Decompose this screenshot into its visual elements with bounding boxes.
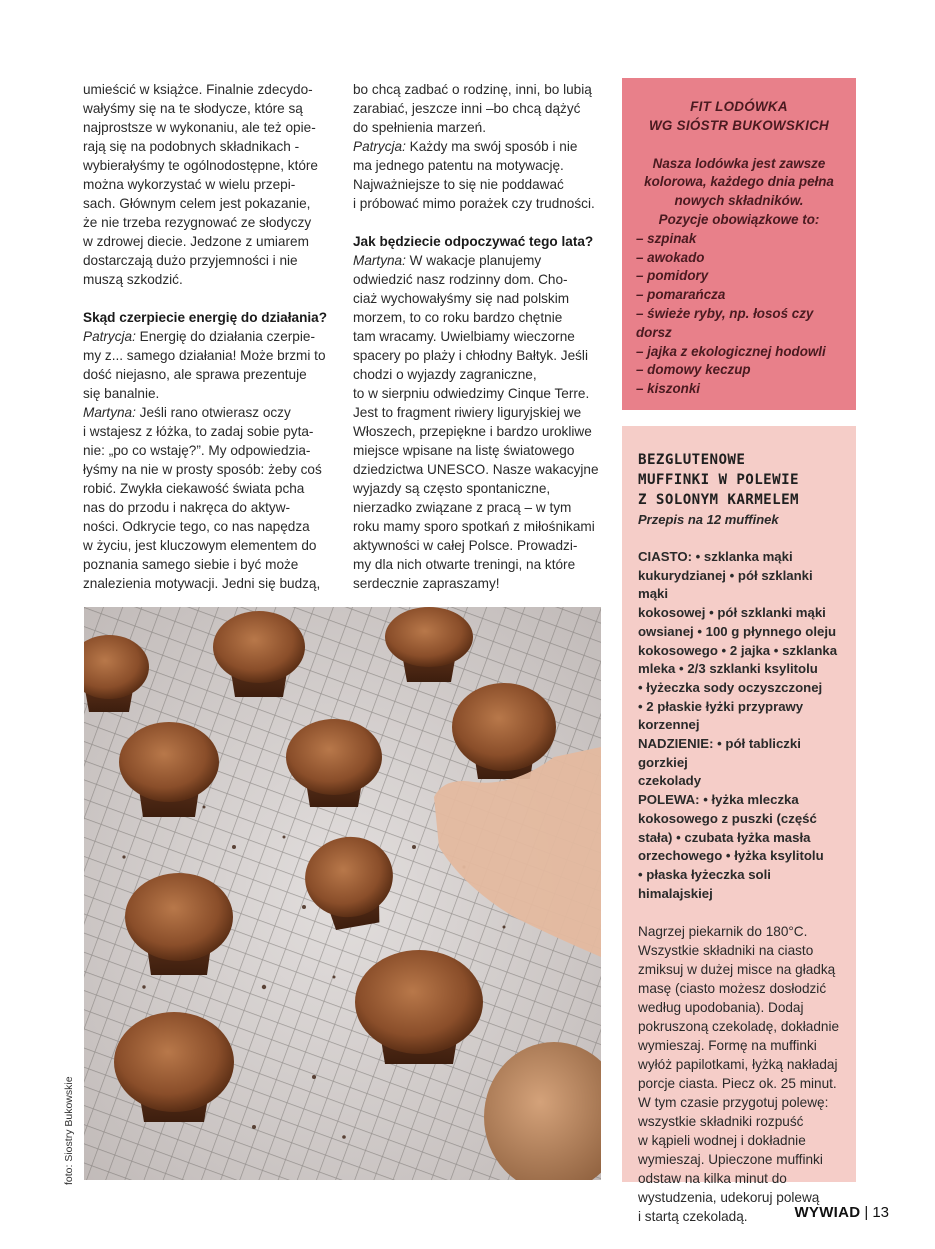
fit-fridge-title: FIT LODÓWKA WG SIÓSTR BUKOWSKICH (648, 99, 830, 133)
text-line: porcje ciasta. Piecz ok. 25 minut. (638, 1076, 837, 1092)
text-line: ności. Odkrycie tego, co nas napędza (83, 519, 310, 534)
text-line: rają się na podobnych składnikach - (83, 139, 300, 154)
text-line: korzennej (638, 717, 700, 733)
text-line: tam wracamy. Uwielbiamy wieczorne (353, 329, 575, 344)
text-line: wyłóż papilotkami, łyżką nakładaj (638, 1057, 838, 1073)
text-line: to w sierpniu odwiedzimy Cinque Terre. (353, 386, 590, 401)
fit-fridge-intro: Nasza lodówka jest zawsze kolorowa, każdego dnia pełna nowych składników. Pozycje obowiązkowe to: (644, 155, 834, 227)
article-column-1 (83, 80, 335, 593)
text-line: Nagrzej piekarnik do 180°C. (638, 924, 808, 940)
text-line: chodzi o wyjazdy zagraniczne, (353, 367, 537, 382)
text-line: W wakacje planujemy (405, 253, 542, 268)
text-line: umieścić w książce. Finalnie zdecydo- (83, 82, 313, 97)
fit-fridge-box (622, 78, 856, 410)
text-line: sach. Głównym celem jest pokazanie, (83, 196, 311, 211)
text-line: POLEWA: • łyżka mleczka (638, 792, 799, 808)
text-line: serdecznie zapraszamy! (353, 576, 500, 591)
text-line: odstaw na kilka minut do (638, 1171, 787, 1187)
text-line: wyjazdy są często spontaniczne, (353, 481, 551, 496)
text-line: w zdrowej diecie. Jedzone z umiarem (83, 234, 309, 249)
list-item: – kiszonki (636, 381, 701, 397)
text-line: dość niejasno, ale sprawa prezentuje (83, 367, 307, 382)
text-line: owsianej • 100 g płynnego oleju (638, 623, 837, 639)
text-line: i próbować mimo porażek czy trudności. (353, 196, 595, 211)
speaker-name: Patrycja: (353, 139, 406, 154)
text-line: W tym czasie przygotuj polewę: (638, 1095, 829, 1111)
list-item: – szpinak (636, 230, 697, 246)
text-line: najprostsze w wykonaniu, ale też opie- (83, 120, 316, 135)
page-number: 13 (872, 1204, 889, 1221)
text-line: nie: „po co wstaję?”. My odpowiedzia- (83, 443, 311, 458)
text-line: NADZIENIE: • pół tabliczki gorzkiej (638, 736, 801, 770)
text-line: morzem, to co roku bardzo chętnie (353, 310, 563, 325)
separator: | (864, 1204, 869, 1221)
text-line: wystudzenia, udekoruj polewą (638, 1190, 820, 1206)
text-line: kokosowego • 2 jajka • szklanka (638, 642, 838, 658)
text-line: aktywności w całej Polsce. Prowadzi- (353, 538, 578, 553)
text-line: • łyżeczka sody oczyszczonej (638, 679, 823, 695)
speaker-name: Patrycja: (83, 329, 136, 344)
text-line: kokosowej • pół szklanki mąki (638, 605, 826, 621)
text-line: poznania samego siebie i być może (83, 557, 299, 572)
text-line: miejsce wpisane na listę światowego (353, 443, 575, 458)
speaker-name: Martyna: (353, 253, 406, 268)
text-line: czekolady (638, 773, 702, 789)
text-line: Wszystkie składniki na ciasto (638, 943, 814, 959)
fit-fridge-list (636, 230, 842, 399)
recipe-title: BEZGLUTENOWE MUFFINKI W POLEWIE Z SOLONYM KARMELEM (638, 452, 799, 508)
text-line: wszystkie składniki rozpuść (638, 1114, 804, 1130)
text-line: i wstajesz z łóżka, to zadaj sobie pyta- (83, 424, 314, 439)
text-line: można wykorzystać w wielu przepi- (83, 177, 296, 192)
text-line: my dla nich otwarte treningi, na które (353, 557, 576, 572)
text-line: w życiu, jest kluczowym elementem do (83, 538, 317, 553)
article-column-2 (353, 80, 605, 593)
text-line: stała) • czubata łyżka masła (638, 829, 811, 845)
text-line: wymieszaj. Formę na muffinki (638, 1038, 817, 1054)
text-line: mleka • 2/3 szklanki ksylitolu (638, 661, 818, 677)
list-item: dorsz (636, 324, 672, 340)
text-line: • 2 płaskie łyżki przyprawy (638, 698, 804, 714)
text-line: wybierałyśmy te ogólnodostępne, które (83, 158, 318, 173)
text-line: Każdy ma swój sposób i nie (405, 139, 578, 154)
text-line: muszą szkodzić. (83, 272, 183, 287)
text-line: wymieszaj. Upieczone muffinki (638, 1152, 823, 1168)
text-line: zarabiać, jeszcze inni –bo chcą dążyć (353, 101, 581, 116)
photo-credit: foto: Siostry Bukowskie (63, 1076, 75, 1185)
muffins-illustration (84, 607, 601, 1180)
text-line: Włoszech, przepiękne i bardzo urokliwe (353, 424, 592, 439)
list-item: – świeże ryby, np. łosoś czy (636, 305, 814, 321)
text-line: według upodobania). Dodaj (638, 1000, 804, 1016)
list-item: – pomarańcza (636, 287, 726, 303)
text-line: ciaż wychowałyśmy się nad polskim (353, 291, 570, 306)
interview-question: Skąd czerpiecie energię do działania? (83, 310, 328, 325)
text-line: CIASTO: • szklanka mąki (638, 549, 793, 564)
text-line: do spełnienia marzeń. (353, 120, 486, 135)
text-line: wałyśmy się na te słodycze, które są (83, 101, 303, 116)
text-line: łyśmy na nie w prosty sposób: żeby coś (83, 462, 322, 477)
list-item: – domowy keczup (636, 362, 751, 378)
text-line: spacery po plaży i chłodny Bałtyk. Jeśli (353, 348, 588, 363)
text-line: roku mamy sporo spotkań z miłośnikami (353, 519, 595, 534)
list-item: – jajka z ekologicznej hodowli (636, 343, 826, 359)
text-line: Jest to fragment riwiery liguryjskiej we (353, 405, 582, 420)
speaker-name: Martyna: (83, 405, 136, 420)
text-line: my z... samego działania! Może brzmi to (83, 348, 326, 363)
text-line: że nie trzeba rezygnować ze słodyczy (83, 215, 312, 230)
text-line: masę (ciasto możesz dosłodzić (638, 981, 827, 997)
text-line: zmiksuj w dużej misce na gładką (638, 962, 836, 978)
text-line: nas do przodu i nakręca do aktyw- (83, 500, 291, 515)
muffins-photo (84, 607, 601, 1180)
recipe-subtitle: Przepis na 12 muffinek (638, 512, 779, 527)
text-line: i startą czekoladą. (638, 1209, 748, 1225)
text-line: w kąpieli wodnej i dokładnie (638, 1133, 806, 1149)
text-line: kukurydzianej • pół szklanki mąki (638, 567, 813, 602)
text-line: • płaska łyżeczka soli himalajskiej (638, 866, 771, 901)
text-line: orzechowego • łyżka ksylitolu (638, 848, 824, 864)
list-item: – awokado (636, 249, 705, 265)
text-line: ma jednego patentu na motywację. (353, 158, 564, 173)
text-line: pokruszoną czekoladę, dokładnie (638, 1019, 840, 1035)
text-line: się banalnie. (83, 386, 160, 401)
text-line: nierzadko związane z pracą – w tym (353, 500, 572, 515)
text-line: odwiedzić nasz rodzinny dom. Cho- (353, 272, 568, 287)
section-name: WYWIAD (794, 1204, 861, 1221)
text-line: Jeśli rano otwierasz oczy (135, 405, 291, 420)
text-line: dostarczają dużo przyjemności i nie (83, 253, 298, 268)
list-item: – pomidory (636, 268, 709, 284)
recipe-steps (638, 922, 840, 1226)
text-line: bo chcą zadbać o rodzinę, inni, bo lubią (353, 82, 592, 97)
text-line: Najważniejsze to się nie poddawać (353, 177, 564, 192)
text-line: Energię do działania czerpie- (135, 329, 315, 344)
text-line: kokosowego z puszki (część (638, 810, 817, 826)
text-line: dziedzictwa UNESCO. Nasze wakacyjne (353, 462, 599, 477)
text-line: znalezienia motywacji. Jedni się budzą, (83, 576, 321, 591)
interview-question: Jak będziecie odpoczywać tego lata? (353, 234, 594, 249)
page-footer (794, 1204, 889, 1221)
recipe-ingredients (638, 548, 840, 903)
text-line: robić. Zwykła ciekawość świata pcha (83, 481, 305, 496)
